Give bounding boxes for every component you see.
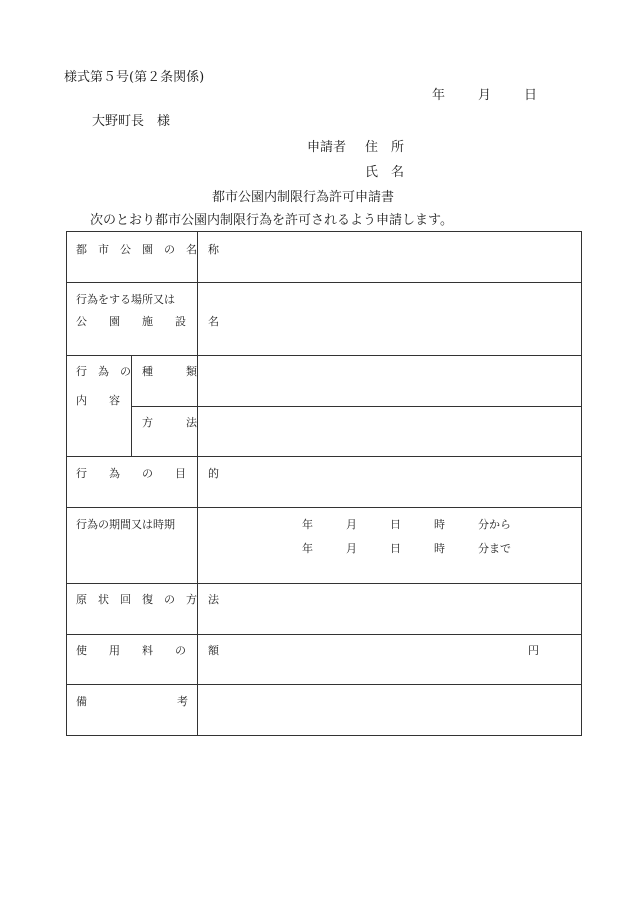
fee-label: 使 用 料 の 額 [76, 644, 219, 657]
row-divider [67, 355, 581, 356]
row-divider [67, 583, 581, 584]
column-divider [197, 232, 198, 735]
method-label: 方 法 [142, 416, 197, 429]
date-year: 年 [432, 88, 446, 103]
date-month: 月 [478, 88, 492, 103]
date-day: 日 [524, 88, 538, 103]
addressee: 大野町長 様 [92, 114, 171, 129]
period-to: 年 月 日 時 分まで [302, 542, 511, 555]
place-label-line2: 公 園 施 設 名 [76, 315, 219, 328]
remarks-label-left: 備 [76, 695, 87, 708]
row-divider [67, 456, 581, 457]
yen-unit: 円 [528, 644, 539, 657]
row-divider [67, 507, 581, 508]
document-title: 都市公園内制限行為許可申請書 [212, 190, 395, 205]
address-label: 住 所 [365, 140, 405, 155]
row-divider [67, 684, 581, 685]
content-label-line2: 内 容 [76, 394, 120, 407]
restore-label: 原 状 回 復 の 方 法 [76, 593, 219, 606]
place-label-line1: 行為をする場所又は [76, 293, 175, 306]
application-table [66, 231, 582, 736]
intro-text: 次のとおり都市公園内制限行為を許可されるよう申請します。 [90, 213, 453, 228]
period-from: 年 月 日 時 分から [302, 518, 511, 531]
content-label-line1: 行 為 の [76, 365, 131, 378]
park-name-label: 都 市 公 園 の 名 称 [76, 243, 219, 256]
row-divider [67, 282, 581, 283]
purpose-label: 行 為 の 目 的 [76, 467, 219, 480]
name-label: 氏 名 [365, 165, 405, 180]
period-label: 行為の期間又は時期 [76, 518, 175, 531]
row-divider [67, 634, 581, 635]
form-number: 様式第５号(第２条関係) [64, 70, 205, 85]
row-divider [131, 406, 581, 407]
type-label: 種 類 [142, 365, 197, 378]
remarks-label-right: 考 [177, 695, 188, 708]
applicant-label: 申請者 [307, 140, 347, 155]
